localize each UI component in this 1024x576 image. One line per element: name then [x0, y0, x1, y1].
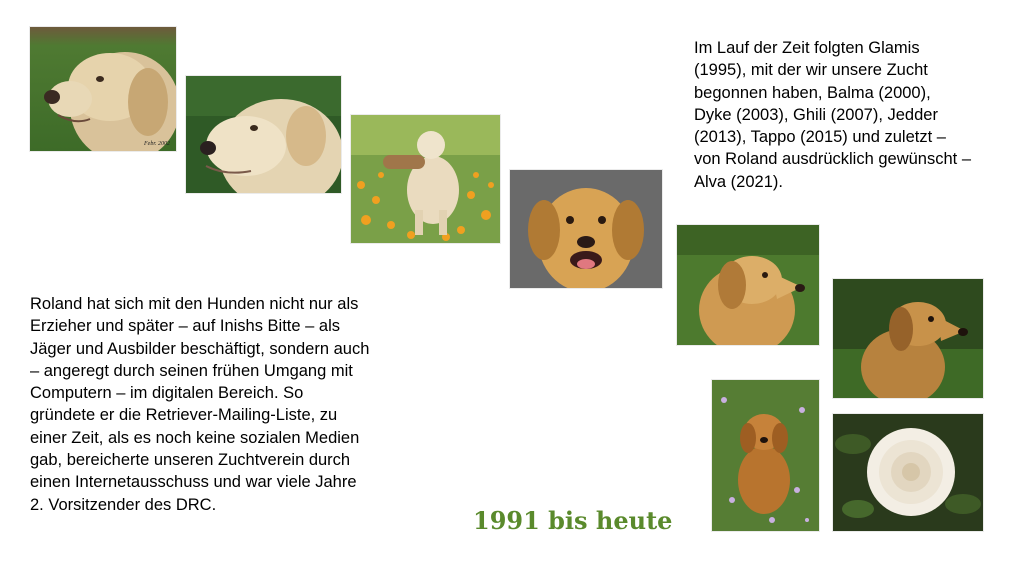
dog-photo-icon [186, 76, 341, 193]
photo-watermark: Febr. 2002 [144, 141, 170, 147]
text-line: – angeregt durch seinen frühen Umgang mit [30, 361, 353, 380]
text-line: 2. Vorsitzender des DRC. [30, 495, 217, 514]
dog-photo-icon [677, 225, 819, 345]
photo-golden-retriever-head [186, 76, 341, 193]
text-line: (2013), Tappo (2015) und zuletzt – [694, 128, 946, 147]
text-line: Dyke (2003), Ghili (2007), Jedder [694, 105, 938, 124]
text-line: (1995), mit der wir unsere Zucht [694, 61, 928, 80]
photo-golden-retriever-senior [30, 27, 176, 151]
photo-puppy-in-grass [712, 380, 819, 531]
text-left [30, 293, 369, 516]
text-line: gründete er die Retriever-Mailing-Liste, zu [30, 406, 338, 425]
text-line: begonnen haben, Balma (2000), [694, 83, 931, 102]
photo-golden-retriever-dark [833, 279, 983, 398]
text-line: Erzieher und später – auf Inishs Bitte – als [30, 317, 341, 336]
text-line: gab, bereicherte unseren Zuchtverein durch [30, 451, 351, 470]
photo-retriever-with-dummy [351, 115, 500, 243]
rose-photo-icon [833, 414, 983, 531]
text-line: Roland hat sich mit den Hunden nicht nur als [30, 295, 359, 313]
photo-white-rose [833, 414, 983, 531]
text-line: einer Zeit, als es noch keine sozialen Medien [30, 428, 360, 447]
text-line: Jäger und Ausbilder beschäftigt, sondern auch [30, 339, 370, 358]
photo-golden-retriever-smiling [510, 170, 662, 288]
dog-photo-icon [833, 279, 983, 398]
text-line: Alva (2021). [694, 172, 783, 191]
dog-photo-icon [351, 115, 500, 243]
dog-photo-icon [510, 170, 662, 288]
text-line: von Roland ausdrücklich gewünscht – [694, 150, 971, 169]
dog-photo-icon [30, 27, 176, 151]
dog-photo-icon [712, 380, 819, 531]
period-heading: 1991 bis heute [473, 506, 673, 535]
text-line: Computern – im digitalen Bereich. So [30, 384, 304, 403]
photo-golden-retriever-profile [677, 225, 819, 345]
text-right [694, 37, 971, 193]
text-line: einen Internetausschuss und war viele Jahre [30, 473, 357, 492]
text-line: Im Lauf der Zeit folgten Glamis [694, 39, 920, 57]
